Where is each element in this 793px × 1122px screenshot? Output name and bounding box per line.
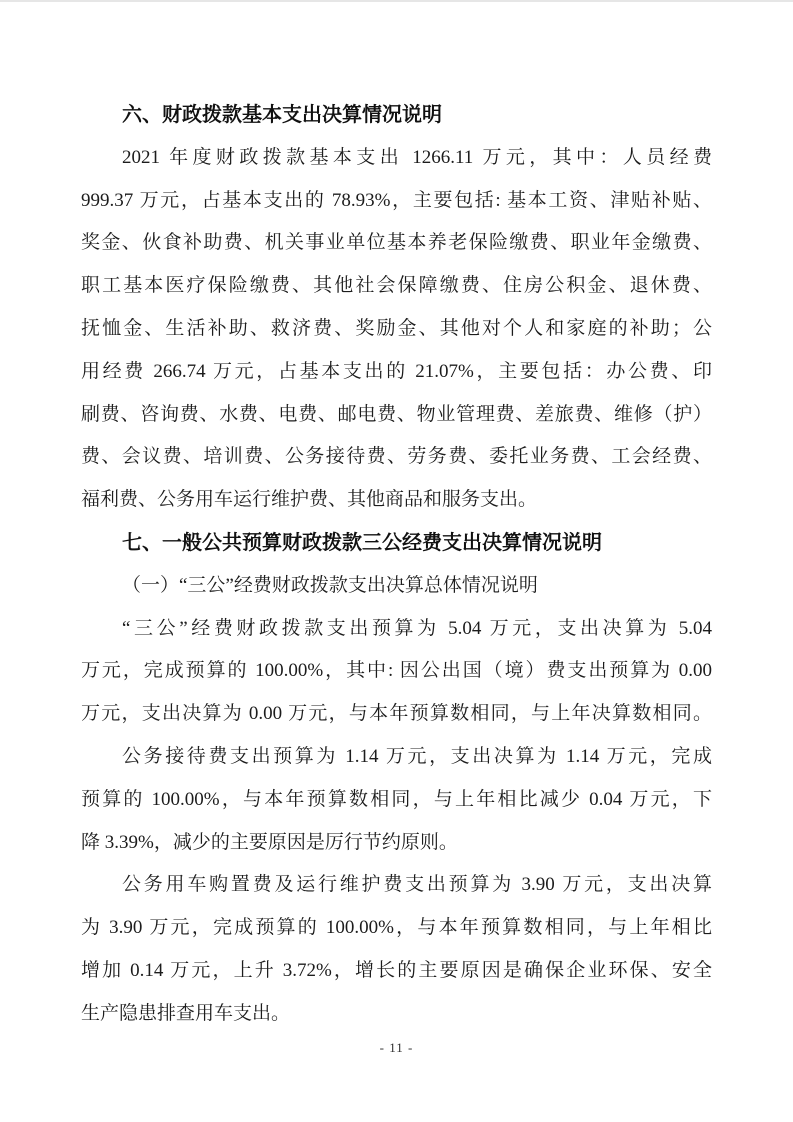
body-text-line: 用经费 266.74 万元，占基本支出的 21.07%，主要包括：办公费、印 <box>81 360 712 382</box>
subsection-1-heading: （一）“三公”经费财政拨款支出决算总体情况说明 <box>122 574 538 596</box>
body-text-line: 2021 年度财政拨款基本支出 1266.11 万元，其中：人员经费 <box>122 146 712 168</box>
body-text-line: 999.37 万元，占基本支出的 78.93%，主要包括: 基本工资、津贴补贴、 <box>81 189 712 211</box>
body-text-line: 抚恤金、生活补助、救济费、奖励金、其他对个人和家庭的补助；公 <box>81 317 712 339</box>
body-text-line: 降 3.39%，减少的主要原因是厉行节约原则。 <box>81 831 458 853</box>
body-text-line: 费、会议费、培训费、公务接待费、劳务费、委托业务费、工会经费、 <box>81 446 712 468</box>
body-text-line: 增加 0.14 万元，上升 3.72%，增长的主要原因是确保企业环保、安全 <box>81 959 712 981</box>
body-text-line: 公务接待费支出预算为 1.14 万元，支出决算为 1.14 万元，完成 <box>122 745 712 767</box>
body-text-line: 福利费、公务用车运行维护费、其他商品和服务支出。 <box>81 489 538 511</box>
body-text-line: 预算的 100.00%，与本年预算数相同，与上年相比减少 0.04 万元，下 <box>81 788 712 810</box>
body-text-line: 奖金、伙食补助费、机关事业单位基本养老保险缴费、职业年金缴费、 <box>81 232 712 254</box>
body-text-line: 刷费、咨询费、水费、电费、邮电费、物业管理费、差旅费、维修（护） <box>81 403 712 425</box>
body-text-line: 为 3.90 万元，完成预算的 100.00%，与本年预算数相同，与上年相比 <box>81 917 712 939</box>
section-6-heading: 六、财政拨款基本支出决算情况说明 <box>122 104 442 126</box>
body-text-line: 生产隐患排查用车支出。 <box>81 1002 291 1024</box>
body-text-line: “三公”经费财政拨款支出预算为 5.04 万元，支出决算为 5.04 <box>122 617 712 639</box>
section-7-heading: 七、一般公共预算财政拨款三公经费支出决算情况说明 <box>122 531 602 554</box>
page-number: - 11 - <box>379 1039 414 1055</box>
scan-edge-artifact <box>0 0 793 2</box>
body-text-line: 公务用车购置费及运行维护费支出预算为 3.90 万元，支出决算 <box>122 874 712 896</box>
body-text-line: 万元，完成预算的 100.00%，其中: 因公出国（境）费支出预算为 0.00 <box>81 660 712 682</box>
body-text-line: 职工基本医疗保险缴费、其他社会保障缴费、住房公积金、退休费、 <box>81 275 712 297</box>
body-text-line: 万元，支出决算为 0.00 万元，与本年预算数相同，与上年决算数相同。 <box>81 703 712 725</box>
